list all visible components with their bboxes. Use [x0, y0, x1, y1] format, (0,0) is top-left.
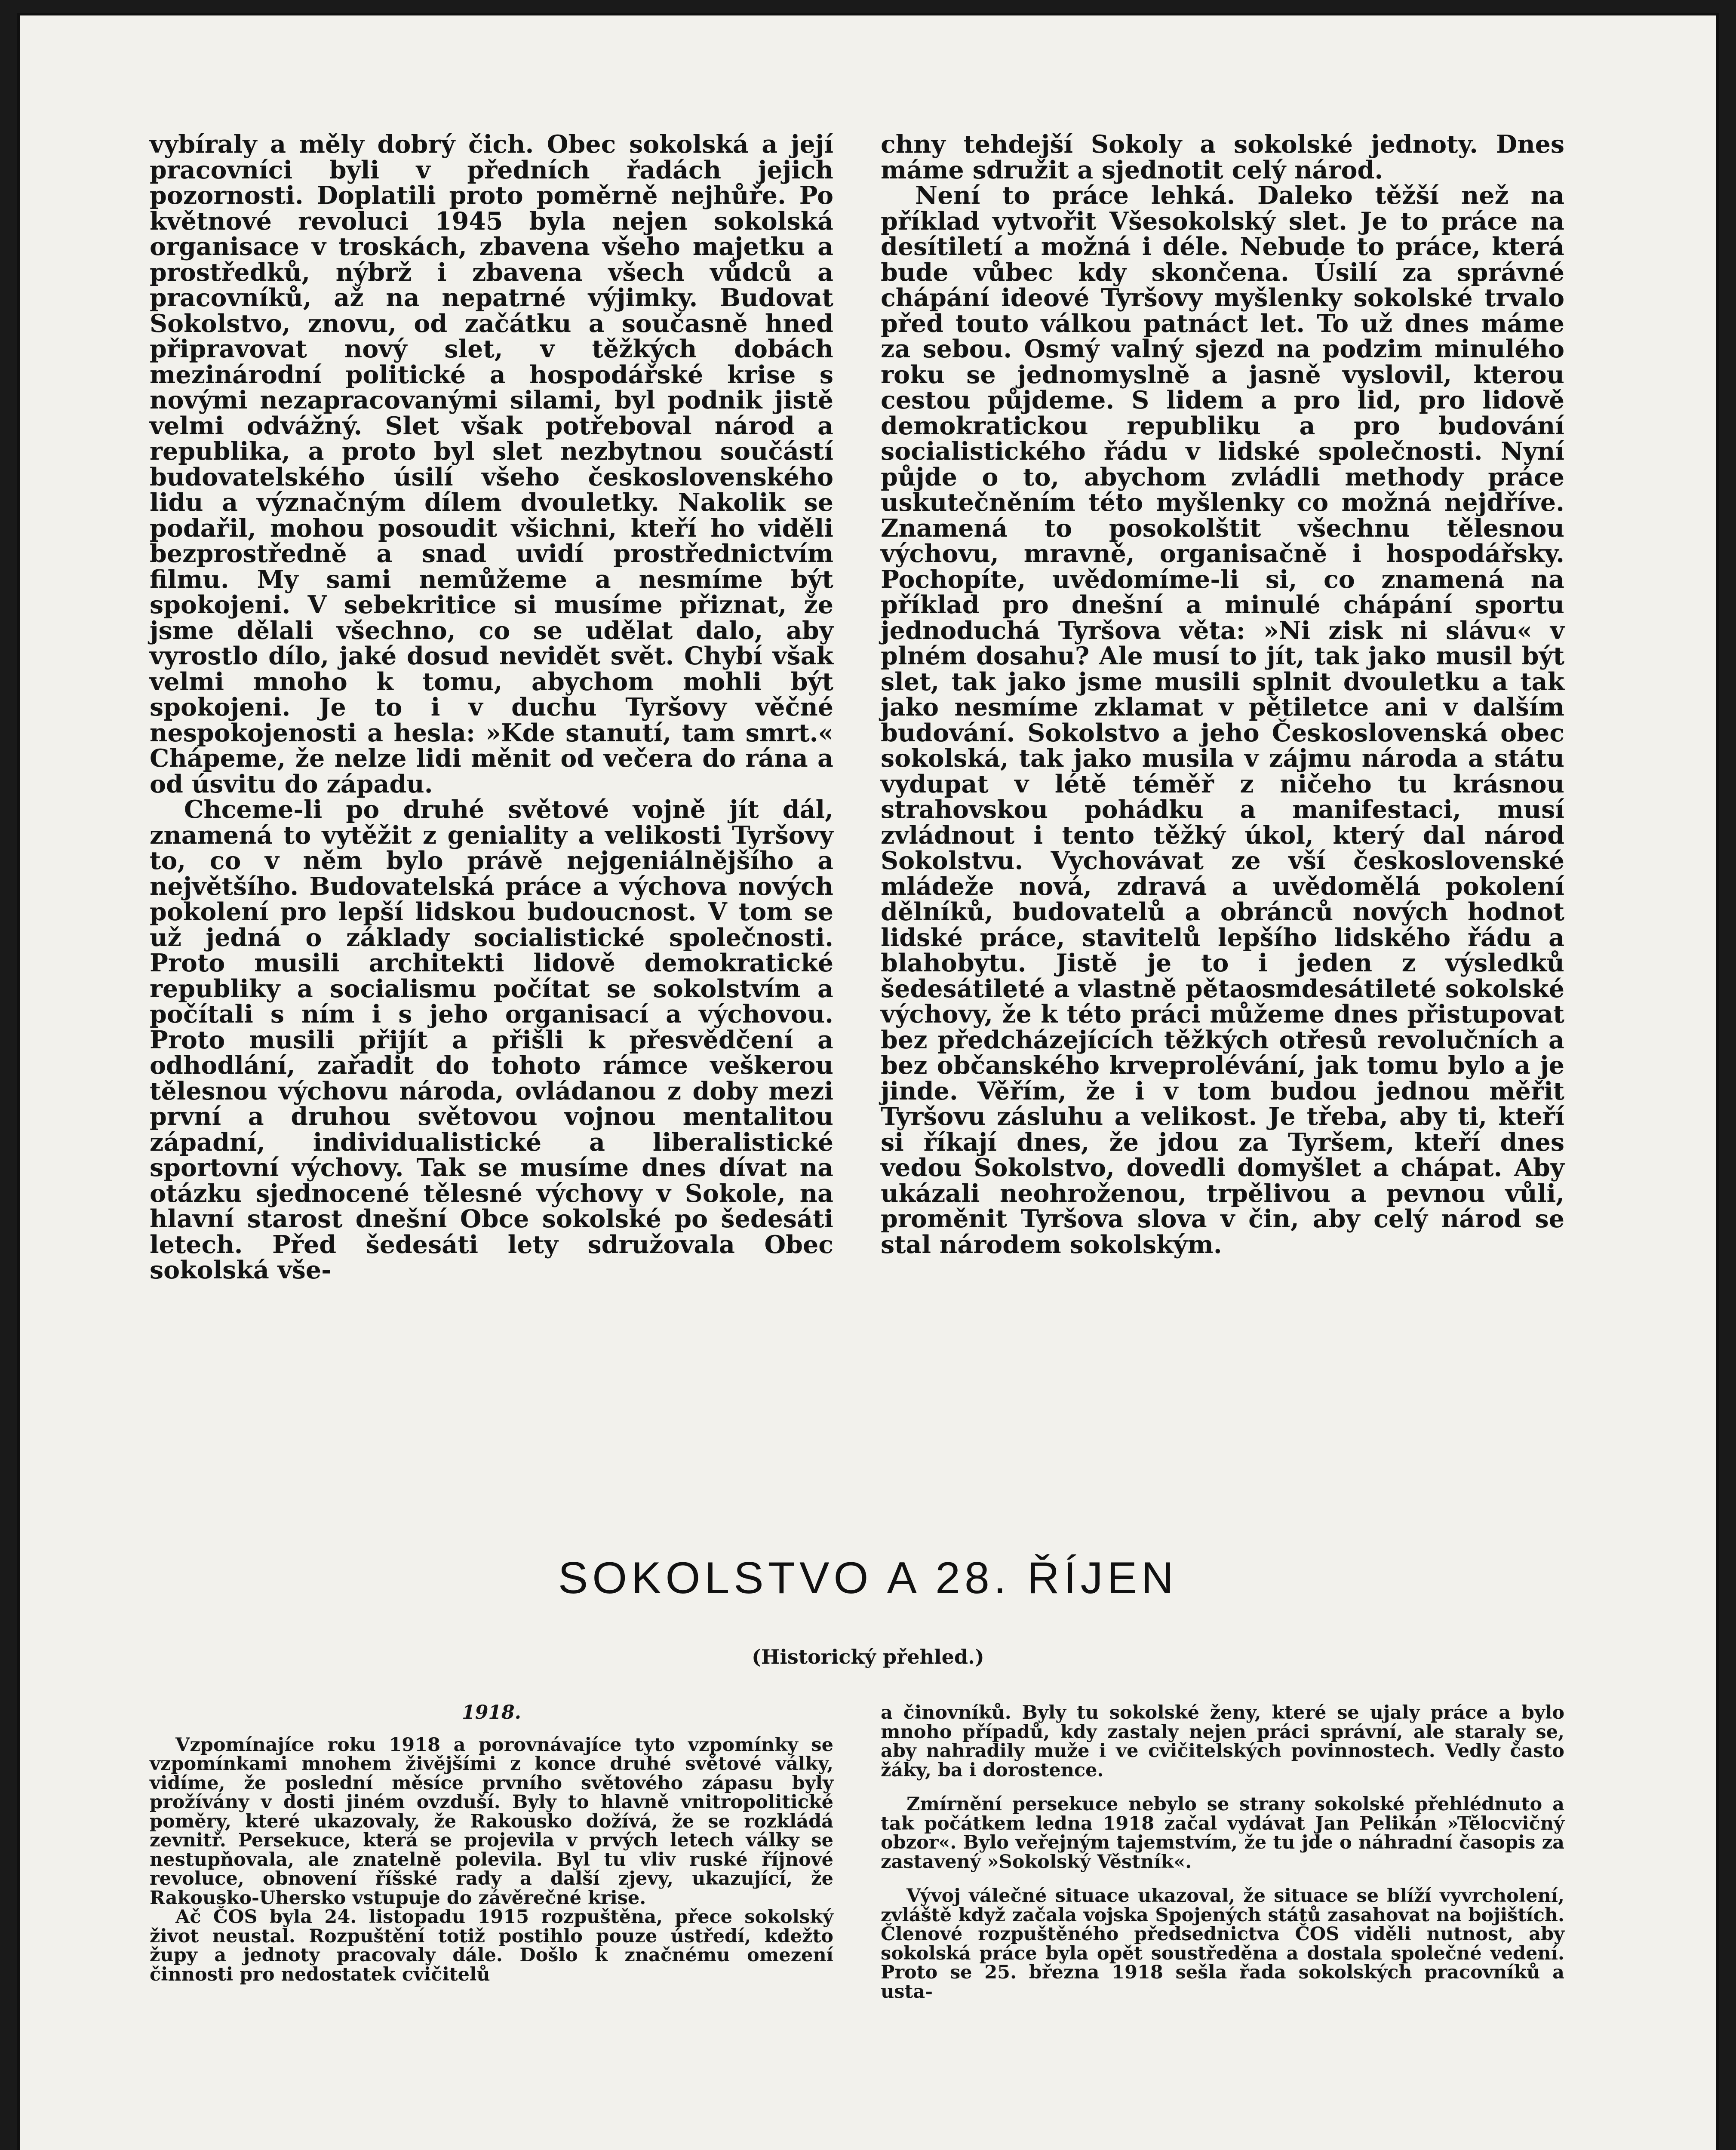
- paragraph: vybíraly a měly dobrý čich. Obec sokolská a její pracovníci byli v předních řadách jejich pozornosti. Doplatili proto poměrně nejhůře. Po květnové revoluci 1945 byla nejen sokolská organisace v troskách, zbavena všeho majetku a prostředků, nýbrž i zbavena všech vůdců a pracovníků, až na nepatrné výjimky. Budovat Sokolstvo, znovu, od začátku a současně hned připravovat nový slet, v těžkých dobách mezinárodní politické a hospodářské krise s novými nezapracovanými silami, byl podnik jistě velmi odvážný. Slet však potřeboval národ a republika, a proto byl slet nezbytnou součástí budovatelského úsilí všeho československého lidu a význačným dílem dvouletky. Nakolik se podařil, mohou posoudit všichni, kteří ho viděli bezprostředně a snad uvidí prostřednictvím filmu. My sami nemůžeme a nesmíme být spokojeni. V sebekritice si musíme přiznat, že jsme dělali všechno, co se udělat dalo, aby vyrostlo dílo, jaké dosud nevidět svět. Chybí však velmi mnoho k tomu, abychom mohli být spokojeni. Je to i v duchu Tyršovy věčné nespokojenosti a hesla: »Kde stanutí, tam smrt.« Chápeme, že nelze lidi měnit od večera do rána a od úsvitu do západu.: [150, 130, 833, 799]
- paragraph: Vývoj válečné situace ukazoval, že situace se blíží vyvrcholení, zvláště když začala vojska Spojených států zasahovat na bojištích. Členové rozpuštěného předsednictva ČOS viděli nutnost, aby sokolská práce byla opět soustředěna a dostala společné vedení. Proto se 25. března 1918 sešla řada sokolských pracovníků a usta-: [881, 1885, 1564, 2003]
- top-text-columns: [150, 132, 1564, 1477]
- paragraph: chny tehdejší Sokoly a sokolské jednoty. Dnes máme sdružit a sjednotit celý národ.: [881, 130, 1564, 184]
- top-left-column: [150, 132, 833, 1477]
- article-subtitle: (Historický přehled.): [752, 1645, 984, 1668]
- article-title: SOKOLSTVO A 28. ŘÍJEN: [558, 1553, 1178, 1603]
- paragraph: Chceme-li po druhé světové vojně jít dál, znamená to vytěžit z geniality a velikosti Tyršovy to, co v něm bylo právě nejgeniálnějšího a největšího. Budovatelská práce a výchova nových pokolení pro lepší lidskou budoucnost. V tom se už jedná o základy socialistické společnosti. Proto musili architekti lidově demokratické republiky a socialismu počítat se sokolstvím a počítali s ním i s jeho organisací a výchovou. Proto musili přijít a přišli k přesvědčení a odhodlání, zařadit do tohoto rámce veškerou tělesnou výchovu národa, ovládanou z doby mezi první a druhou světovou vojnou mentalitou západní, individualistické a liberalistické sportovní výchovy. Tak se musíme dnes dívat na otázku sjednocené tělesné výchovy v Sokole, na hlavní starost dnešní Obce sokolské po šedesáti letech. Před šedesáti lety sdružovala Obec sokolská vše-: [150, 795, 833, 1284]
- paragraph: a činovníků. Byly tu sokolské ženy, které se ujaly práce a bylo mnoho případů, kdy zastaly nejen práci správní, ale staraly se, aby nahradily muže i ve cvičitelských povinnostech. Vedly často žáky, ba i dorostence.: [881, 1702, 1564, 1781]
- article-right-column: [881, 1703, 1564, 2133]
- article-text-columns: [150, 1703, 1564, 2133]
- paragraph: Zmírnění persekuce nebylo se strany sokolské přehlédnuto a tak počátkem ledna 1918 začal vydávat Jan Pelikán »Tělocvičný obzor«. Bylo veřejným tajemstvím, že tu jde o náhradní časopis za zastavený »Sokolský Věstník«.: [881, 1794, 1564, 1873]
- article-left-column: [150, 1703, 833, 2133]
- top-right-column: [881, 132, 1564, 1477]
- paragraph: Vzpomínajíce roku 1918 a porovnávajíce tyto vzpomínky se vzpomínkami mnohem živějšími z konce druhé světové války, vidíme, že poslední měsíce prvního světového zápasu byly prožívány v dosti jiném ovzduší. Byly to hlavně vnitropolitické poměry, které ukazovaly, že Rakousko dožívá, že se rozkládá zevnitř. Persekuce, která se projevila v prvých letech války se nestupňovala, ale znatelně polevila. Byl tu vliv ruské říjnové revoluce, obnovení říšské rady a další zjevy, ukazující, že Rakousko-Uhersko vstupuje do závěrečné krise.: [150, 1734, 833, 1909]
- magazine-page: [17, 13, 1719, 2150]
- paragraph: Není to práce lehká. Daleko těžší než na příklad vytvořit Všesokolský slet. Je to práce na desítiletí a možná i déle. Nebude to práce, která bude vůbec kdy skončena. Úsilí za správné chápání ideové Tyršovy myšlenky sokolské trvalo před touto válkou patnáct let. To už dnes máme za sebou. Osmý valný sjezd na podzim minulého roku se jednomyslně a jasně vyslovil, kterou cestou půjdeme. S lidem a pro lid, pro lidově demokratickou republiku a pro budování socialistického řádu v lidské společnosti. Nyní půjde o to, abychom zvládli methody práce uskutečněním této myšlenky co možná nejdříve. Znamená to posokolštit všechnu tělesnou výchovu, mravně, organisačně i hospodářsky. Pochopíte, uvědomíme-li si, co znamená na příklad pro dnešní a minulé chápání sportu jednoduchá Tyršova věta: »Ni zisk ni slávu« v plném dosahu? Ale musí to jít, tak jako musil být slet, tak jako jsme musili splnit dvouletku a tak jako nesmíme zklamat v pětiletce ani v dalším budování. Sokolstvo a jeho Československá obec sokolská, tak jako musila v zájmu národa a státu vydupat v létě téměř z ničeho tu krásnou strahovskou pohádku a manifestaci, musí zvládnout i tento těžký úkol, který dal národ Sokolstvu. Vychovávat ze vší československé mládeže nová, zdravá a uvědomělá pokolení dělníků, budovatelů a obránců nových hodnot lidské práce, stavitelů lepšího lidského řádu a blahobytu. Jistě je to i jeden z výsledků šedesátileté a vlastně pětaosmdesátileté sokolské výchovy, že k této práci můžeme dnes přistupovat bez předcházejících těžkých otřesů revolučních a bez občanského krveprolévání, jak tomu bylo a je jinde. Věřím, že i v tom budou jednou měřit Tyršovu zásluhu a velikost. Je třeba, aby ti, kteří si říkají dnes, že jdou za Tyršem, kteří dnes vedou Sokolstvo, dovedli domyšlet a chápat. Aby ukázali neohroženou, trpělivou a pevnou vůli, proměnit Tyršova slova v čin, aby celý národ se stal národem sokolským.: [881, 181, 1564, 1259]
- paragraph: Ač ČOS byla 24. listopadu 1915 rozpuštěna, přece sokolský život neustal. Rozpuštění totiž postihlo pouze ústředí, kdežto župy a jednoty pracovaly dále. Došlo k značnému omezení činnosti pro nedostatek cvičitelů: [150, 1906, 833, 1985]
- year-heading: 1918.: [462, 1702, 521, 1723]
